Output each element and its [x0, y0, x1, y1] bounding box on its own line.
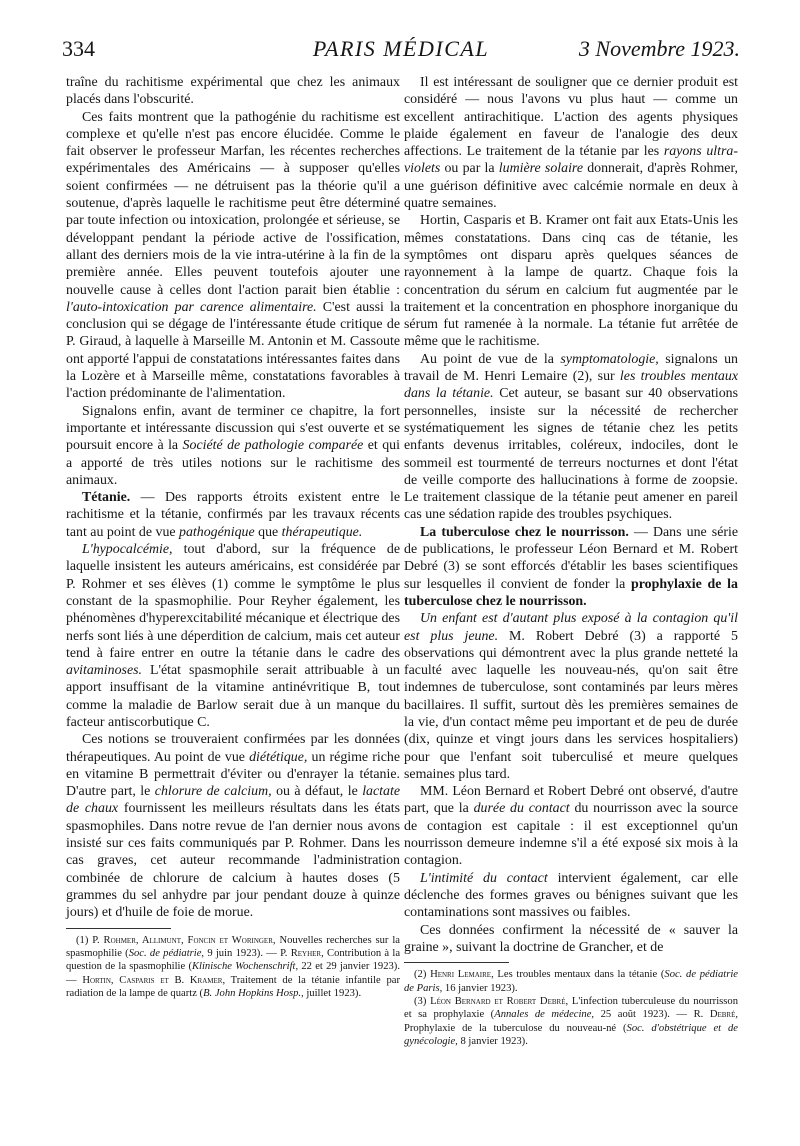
section-heading: Tétanie. [82, 490, 131, 506]
paragraph: Signalons enfin, avant de terminer ce chapitre, la fort importante et intéressante discussion qui s'est ouverte et se poursuit encore à la Société de pathologie comparée et qui a apporté de très utiles notions sur le rachitisme des animaux. [66, 403, 400, 488]
section-tuberculose: La tuberculose chez le nourrisson. — Dans une série de publications, le professeur Léon Bernard et M. Robert Debré (3) se sont efforcés d'établir les bases scientifiques sur lesquelles il convient de fonder la prophylaxie de la tuberculose chez le nourrisson. [404, 524, 739, 609]
paragraph: Ces données confirment la nécessité de « sauver la graine », suivant la doctrine de Grancher, et de [404, 922, 738, 955]
issue-date: 3 Novembre 1923. [578, 36, 740, 61]
footnotes-right [404, 968, 738, 1048]
paragraph: Hortin, Casparis et B. Kramer ont fait aux Etats-Unis les mêmes constatations. Dans cinq cas de tétanie, les symptômes ont disparu après quelques séances de rayonnement à la lampe de quartz. Chaque fois la concentration du sérum en calcium fut augmentée par le traitement et la concentration en phosphore inorganique du sérum fut ramenée à la normale. La tétanie fut arrêtée de même que le rachitisme. [404, 213, 738, 350]
paragraph: traîne du rachitisme expérimental que chez les animaux placés dans l'obscurité. [66, 75, 400, 108]
paragraph: Ces faits montrent que la pathogénie du rachitisme est complexe et qu'elle n'est pas encore élucidée. Comme le fait observer le professeur Marfan, les récentes recherches expérimentales des Américains — à supposer qu'elles soient confirmées — ne détruisent pas la théorie qu'il a soutenue, d'après laquelle le rachitisme peut être déterminé par toute infection ou intoxication, prolongée et sérieuse, se développant pendant la période active de l'ossification, allant des derniers mois de la vie intra-utérine à la fin de la première année. Elles peuvent toutefois ajouter une nouvelle cause à celles dont l'action parait bien établie : l'auto-intoxication par carence alimentaire. C'est aussi la conclusion qui se dégage de l'intéressante étude critique de P. Giraud, à laquelle à Marseille M. Antonin et M. Cassoute ont apporté l'appui de constatations intéressantes faites dans la Lozère et à Marseille même, constatations favorables à l'action prédominante de l'alimentation. [66, 109, 400, 402]
paragraph: L'hypocalcémie, tout d'abord, sur la fréquence de laquelle insistent les auteurs américains, est considérée par P. Rohmer et ses élèves (1) comme le symptôme le plus constant de la spasmophilie. Pour Reyher également, les phénomènes d'hyperexcitabilité mécanique et électrique des nerfs sont liés à une déperdition de calcium, mais cet auteur tend à faire entrer en outre la tétanie dans le cadre des avitaminoses. L'état spasmophile serait attribuable à un apport insuffisant de la vitamine antinévritique B, tout comme la maladie de Barlow serait due à un manque du facteur antiscorbutique C. [66, 542, 400, 730]
paragraph: Au point de vue de la symptomatologie, signalons un travail de M. Henri Lemaire (2), sur les troubles mentaux dans la tétanie. Cet auteur, se basant sur 40 observations personnelles, insiste sur la nécessité de rechercher systématiquement les signes de tétanie chez les petits enfants devenus irritables, coléreux, indociles, dont le sommeil est tourmenté de terreurs nocturnes et dont l'état de veille comporte des hallucinations à forme de zoopsie. Le traitement classique de la tétanie peut amener en pareil cas une sédation rapide des troubles psychiques. [404, 351, 739, 523]
footnote-1: (1) P. Rohmer, Allimunt, Foncin et Woringer, Nouvelles recherches sur la spasmophilie (Soc. de pédiatrie, 9 juin 1923). — P. Reyher, Contribution à la question de la spasmophilie (Klinische Wochenschrift, 22 et 29 janvier 1923). — Hortin, Casparis et B. Kramer, Traitement de la tétanie infantile par radiation de la lampe de quartz (B. John Hopkins Hosp., juillet 1923). [66, 934, 401, 1000]
paragraph: Un enfant est d'autant plus exposé à la contagion qu'il est plus jeune. M. Robert Debré (3) a rapporté 5 observations qui démontrent avec la plus grande netteté la faculté avec laquelle les nouveau-nés, qu'on sait être indemnes de tuberculose, sont contaminés par leurs mères bacillaires. Il suffit, surtout dès les premières semaines de la vie, d'un contact même peu important et de peu de durée (dix, quinze et vingt jours dans les services hospitaliers) pour que l'enfant soit tuberculisé et meure quelques semaines plus tard. [404, 611, 738, 782]
paragraph: L'intimité du contact intervient également, car elle déclenche des formes graves ou bénignes suivant que les contaminations sont massives ou faibles. [404, 870, 738, 921]
page-header [62, 36, 740, 68]
section-tetanie: Tétanie. — Des rapports étroits existent entre le rachitisme et la tétanie, confirmés par les travaux récents tant au point de vue pathogénique que thérapeutique. [66, 490, 400, 540]
footnotes-left [66, 934, 400, 1001]
paragraph: MM. Léon Bernard et Robert Debré ont observé, d'autre part, que la durée du contact du nourrisson avec la source de contagion est capitale : il est exceptionnel qu'un nourrisson demeure indemne s'il a été exposé six mois à la contagion. [404, 784, 738, 869]
paragraph: Il est intéressant de souligner que ce dernier produit est considéré — nous l'avons vu plus haut — comme un excellent antirachitique. L'action des agents physiques plaide également en faveur de l'analogie des deux affections. Le traitement de la tétanie par les rayons ultra-violets ou par la lumière solaire donnerait, d'après Rohmer, une guérison définitive avec calcémie normale en deux à quatre semaines. [404, 75, 738, 212]
section-heading: La tuberculose chez le nourrisson. [420, 524, 629, 540]
paragraph: Ces notions se trouveraient confirmées par les données thérapeutiques. Au point de vue diététique, un régime riche en vitamine B permettrait d'éviter ou d'enrayer la tétanie. D'autre part, le chlorure de calcium, ou à défaut, le lactate de chaux fournissent les meilleurs résultats dans les états spasmophiles. Dans notre revue de l'an dernier nous avons insisté sur ces faits communiqués par P. Rohmer. Dans les cas graves, cet auteur recommande l'administration combinée de chlorure de calcium à hautes doses (5 grammes du sel anhydre par jour pendant douze à quinze jours) et d'huile de foie de morue. [66, 732, 401, 921]
footnote-2: (2) Henri Lemaire, Les troubles mentaux dans la tétanie (Soc. de pédiatrie de Paris, 16 janvier 1923). [404, 969, 738, 994]
page-number: 334 [62, 36, 95, 61]
right-column [404, 74, 738, 1049]
footnote-rule [404, 962, 509, 963]
footnote-rule [66, 928, 171, 929]
left-column [66, 74, 400, 1001]
footnote-3: (3) Léon Bernard et Robert Debré, L'infection tuberculeuse du nourrisson et sa prophylaxie (Annales de médecine, 25 août 1923). — R. Debré, Prophylaxie de la tuberculose du nouveau-né (Soc. d'obstétrique et de gynécologie, 8 janvier 1923). [404, 995, 739, 1048]
journal-title: PARIS MÉDICAL [312, 36, 490, 61]
